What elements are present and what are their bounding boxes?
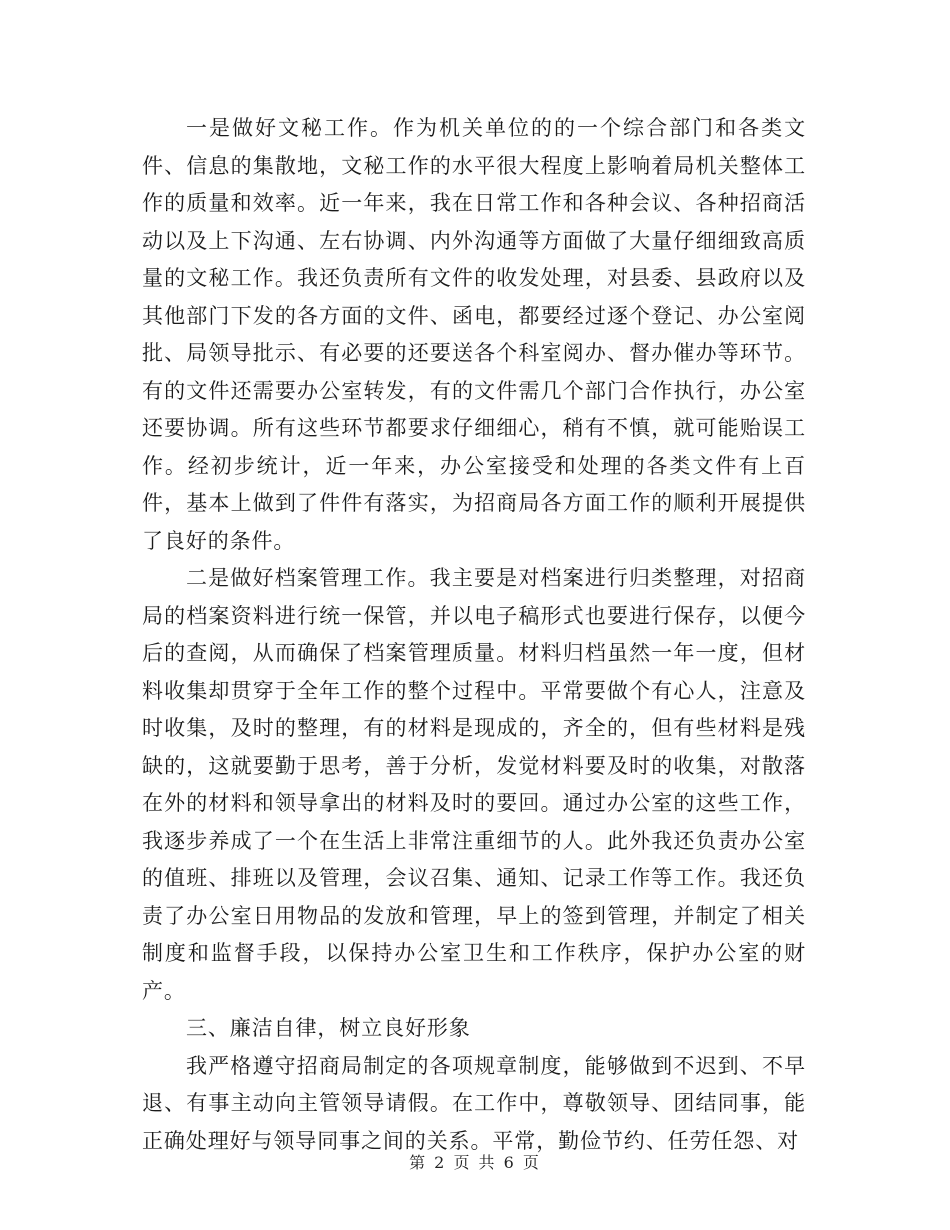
- paragraph-discipline: 我严格遵守招商局制定的各项规章制度，能够做到不迟到、不早退、有事主动向主管领导请假。在工作中，尊敬领导、团结同事，能正确处理好与领导同事之间的关系。平常，勤俭节约、任劳任怨、对: [142, 1053, 806, 1153]
- document-body: [142, 110, 806, 1160]
- paragraph-clerical-work: 一是做好文秘工作。作为机关单位的的一个综合部门和各类文件、信息的集散地，文秘工作的水平很大程度上影响着局机关整体工作的质量和效率。近一年来，我在日常工作和各种会议、各种招商活动以及上下沟通、左右协调、内外沟通等方面做了大量仔细细致高质量的文秘工作。我还负责所有文件的收发处理，对县委、县政府以及其他部门下发的各方面的文件、函电，都要经过逐个登记、办公室阅批、局领导批示、有必要的还要送各个科室阅办、督办催办等环节。有的文件还需要办公室转发，有的文件需几个部门合作执行，办公室还要协调。所有这些环节都要求仔细细心，稍有不慎，就可能贻误工作。经初步统计，近一年来，办公室接受和处理的各类文件有上百件，基本上做到了件件有落实，为招商局各方面工作的顺利开展提供了良好的条件。: [142, 116, 806, 553]
- page-number-footer: 第 2 页 共 6 页: [409, 1153, 541, 1172]
- section-heading-integrity: 三、廉洁自律，树立良好形象: [186, 1016, 471, 1040]
- paragraph-archive-management: 二是做好档案管理工作。我主要是对档案进行归类整理，对招商局的档案资料进行统一保管，并以电子稿形式也要进行保存，以便今后的查阅，从而确保了档案管理质量。材料归档虽然一年一度，但材料收集却贯穿于全年工作的整个过程中。平常要做个有心人，注意及时收集，及时的整理，有的材料是现成的，齐全的，但有些材料是残缺的，这就要勤于思考，善于分析，发觉材料要及时的收集，对散落在外的材料和领导拿出的材料及时的要回。通过办公室的这些工作，我逐步养成了一个在生活上非常注重细节的人。此外我还负责办公室的值班、排班以及管理，会议召集、通知、记录工作等工作。我还负责了办公室日用物品的发放和管理，早上的签到管理，并制定了相关制度和监督手段，以保持办公室卫生和工作秩序，保护办公室的财产。: [142, 566, 806, 1003]
